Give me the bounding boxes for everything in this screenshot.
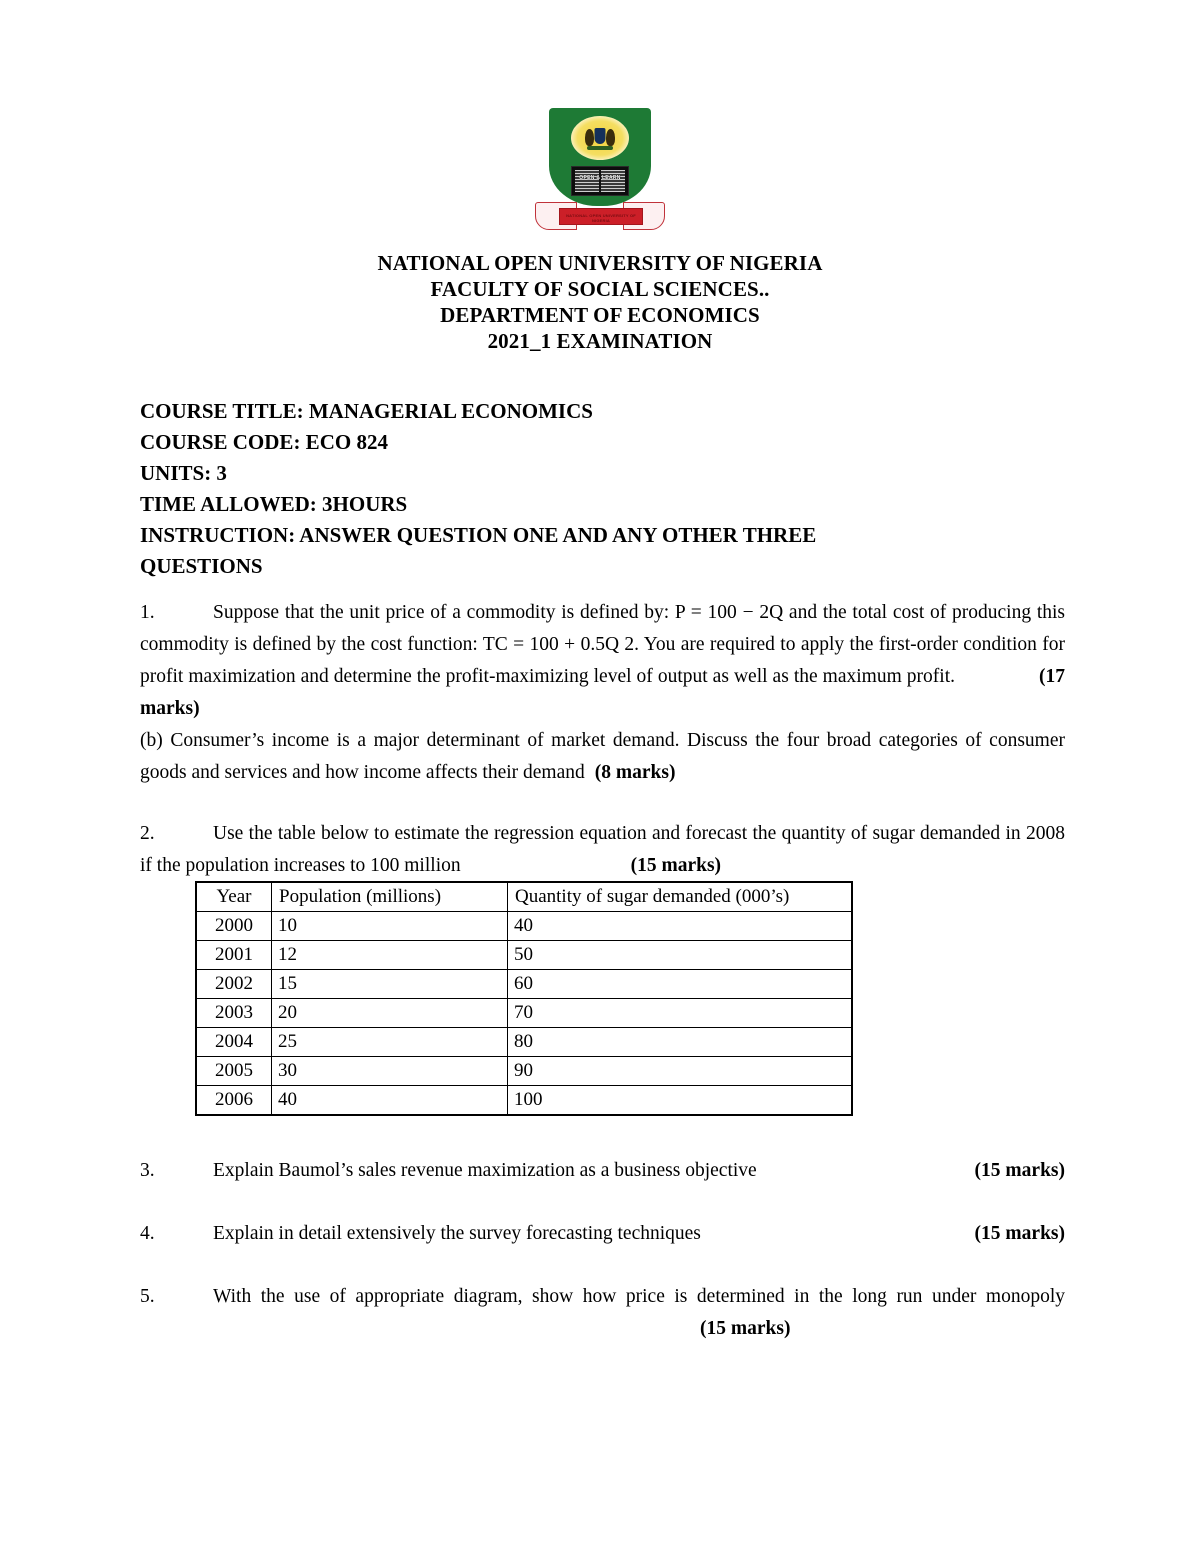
cell-population: 20	[272, 999, 508, 1028]
question-5	[140, 1281, 1065, 1345]
question-4-row	[140, 1218, 1065, 1250]
course-info-block	[140, 396, 1040, 582]
course-code: COURSE CODE: ECO 824	[140, 430, 388, 454]
cell-population: 25	[272, 1028, 508, 1057]
column-header-year: Year	[197, 883, 272, 912]
book-spine	[599, 169, 601, 193]
table-body	[197, 912, 852, 1115]
question-2	[140, 818, 1065, 882]
question-1-number: 1.	[140, 602, 155, 623]
question-1	[140, 597, 1065, 725]
cell-year: 2004	[197, 1028, 272, 1057]
question-5-text: With the use of appropriate diagram, show how price is determined in the long run under monopoly	[213, 1286, 1065, 1307]
cell-quantity: 90	[508, 1057, 852, 1086]
question-1-text: Suppose that the unit price of a commodity is defined by: P = 100 − 2Q and the total cost of producing this commodity is defined by the cost function: TC = 100 + 0.5Q 2. You are required to apply the first-order condition for profit maximization and determine the profit-maximizing level of output as well as the maximum profit.	[140, 602, 1065, 687]
question-3-row	[140, 1155, 1065, 1187]
department-name: DEPARTMENT OF ECONOMICS	[440, 303, 760, 327]
table-row	[197, 970, 852, 999]
cell-quantity: 50	[508, 941, 852, 970]
question-3-marks: (15 marks)	[974, 1160, 1065, 1181]
time-allowed: TIME ALLOWED: 3HOURS	[140, 492, 408, 516]
question-1b	[140, 725, 1065, 789]
question-5-number: 5.	[140, 1286, 155, 1307]
question-1b-text: (b) Consumer’s income is a major determinant of market demand. Discuss the four broad categories of consumer goods and services and how income affects their demand	[140, 730, 1065, 783]
question-2-marks: (15 marks)	[630, 855, 722, 876]
coat-horse-right	[606, 129, 615, 146]
coat-base	[587, 146, 613, 150]
question-3-number: 3.	[140, 1160, 155, 1181]
institution-heading	[140, 250, 1060, 354]
cell-year: 2001	[197, 941, 272, 970]
cell-quantity: 100	[508, 1086, 852, 1115]
book-motto-text: OPEN & LEARN	[579, 175, 621, 181]
examination-session: 2021_1 EXAMINATION	[487, 329, 713, 353]
instruction-line-1: INSTRUCTION: ANSWER QUESTION ONE AND ANY OTHER THREE	[140, 523, 817, 547]
cell-population: 15	[272, 970, 508, 999]
cell-quantity: 60	[508, 970, 852, 999]
question-1b-marks: (8 marks)	[594, 762, 676, 783]
table-header-row	[197, 883, 852, 912]
question-3-text: Explain Baumol’s sales revenue maximization as a business objective	[213, 1160, 757, 1181]
cell-year: 2003	[197, 999, 272, 1028]
shield-icon	[549, 108, 651, 206]
university-logo	[533, 108, 667, 236]
cell-quantity: 70	[508, 999, 852, 1028]
table-row	[197, 1057, 852, 1086]
question-2-text: Use the table below to estimate the regression equation and forecast the quantity of sugar demanded in 2008 if the population increases to 100 million	[140, 823, 1065, 876]
sugar-demand-table	[196, 882, 852, 1115]
ribbon-band	[559, 208, 643, 225]
column-header-population: Population (millions)	[272, 883, 508, 912]
cell-population: 30	[272, 1057, 508, 1086]
question-4-number: 4.	[140, 1223, 155, 1244]
coat-of-arms-oval	[571, 116, 629, 160]
institution-name: NATIONAL OPEN UNIVERSITY OF NIGERIA	[377, 251, 823, 275]
cell-population: 10	[272, 912, 508, 941]
course-units: UNITS: 3	[140, 461, 227, 485]
cell-quantity: 80	[508, 1028, 852, 1057]
question-4	[140, 1218, 1065, 1250]
question-4-text: Explain in detail extensively the survey forecasting techniques	[213, 1223, 701, 1244]
table-row	[197, 941, 852, 970]
question-5-paragraph	[140, 1281, 1065, 1345]
question-1b-paragraph	[140, 725, 1065, 789]
table-row	[197, 999, 852, 1028]
nigeria-coat-of-arms-icon	[585, 126, 615, 150]
column-header-quantity: Quantity of sugar demanded (000’s)	[508, 883, 852, 912]
cell-year: 2005	[197, 1057, 272, 1086]
question-5-marks: (15 marks)	[700, 1318, 791, 1339]
cell-year: 2002	[197, 970, 272, 999]
instruction-line-2: QUESTIONS	[140, 554, 263, 578]
table-row	[197, 1086, 852, 1115]
cell-year: 2006	[197, 1086, 272, 1115]
open-book-icon	[571, 166, 629, 196]
question-2-paragraph	[140, 818, 1065, 882]
course-title: COURSE TITLE: MANAGERIAL ECONOMICS	[140, 399, 593, 423]
question-4-marks: (15 marks)	[974, 1223, 1065, 1244]
table-row	[197, 1028, 852, 1057]
cell-quantity: 40	[508, 912, 852, 941]
cell-population: 12	[272, 941, 508, 970]
question-1-paragraph	[140, 597, 1065, 725]
coat-horse-left	[585, 129, 594, 146]
question-2-number: 2.	[140, 823, 155, 844]
coat-center-shield	[595, 128, 606, 144]
cell-population: 40	[272, 1086, 508, 1115]
cell-year: 2000	[197, 912, 272, 941]
table-header	[197, 883, 852, 912]
question-3	[140, 1155, 1065, 1187]
faculty-name: FACULTY OF SOCIAL SCIENCES..	[430, 277, 770, 301]
question-1-marks: (17 marks)	[140, 666, 1065, 719]
ribbon-banner	[533, 196, 667, 232]
table-row	[197, 912, 852, 941]
ribbon-motto-text: NATIONAL OPEN UNIVERSITY OF NIGERIA	[566, 213, 636, 223]
